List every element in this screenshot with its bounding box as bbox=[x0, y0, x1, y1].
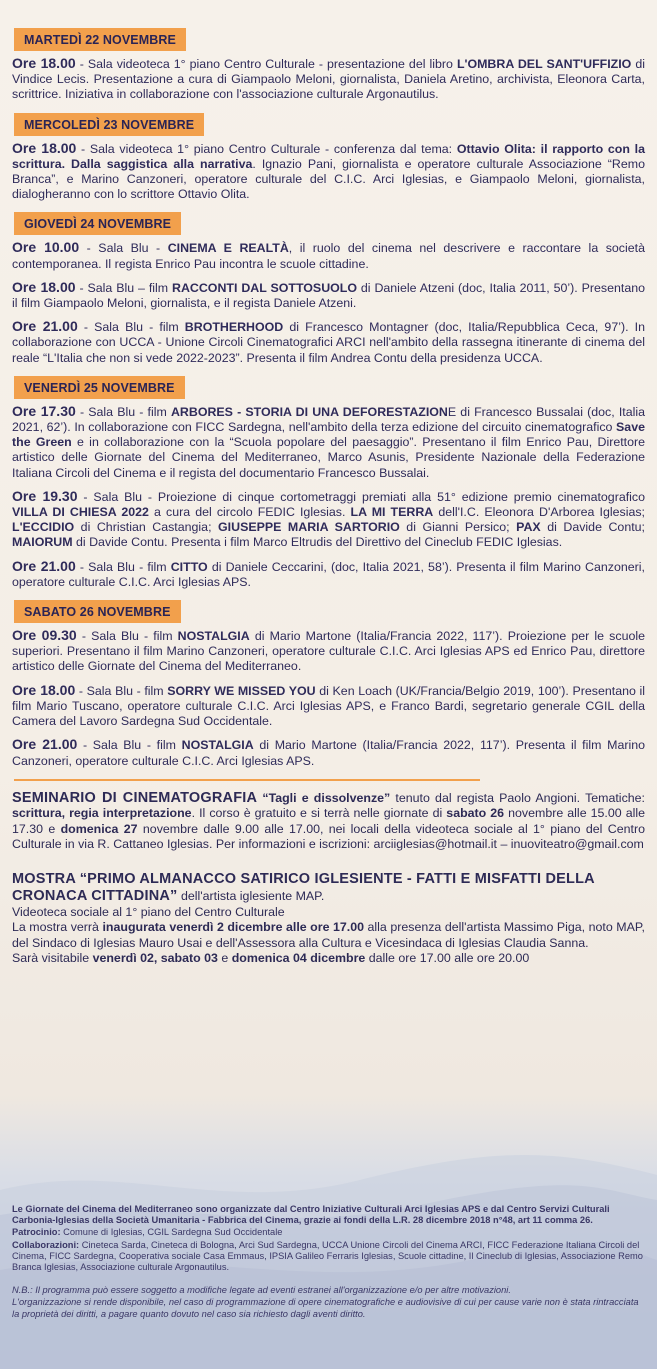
seminario-section bbox=[12, 791, 645, 853]
text-run: di Mario Martone (Italia/Francia 2022, 117’). Presenta il film Marino Canzoneri, operatore culturale C.I.C. Arci Iglesias APS. bbox=[12, 738, 645, 768]
bold-text: BROTHERHOOD bbox=[184, 320, 284, 335]
text-run: di Davide Contu; bbox=[540, 520, 645, 535]
event-time: Ore 21.00 bbox=[12, 318, 78, 335]
event-time: Ore 18.00 bbox=[12, 139, 77, 156]
bold-text: domenica 04 dicembre bbox=[231, 951, 366, 966]
text-run: di Christian Castangia; bbox=[74, 520, 219, 535]
text-run: di Daniele Atzeni (doc, Italia 2011, 50’). Presentano il film Giampaolo Meloni, giornalista, e il regista Daniele Atzeni. bbox=[12, 280, 645, 311]
bold-text: VILLA DI CHIESA 2022 bbox=[12, 505, 149, 520]
event-entry bbox=[12, 737, 645, 768]
bold-text: PAX bbox=[516, 520, 541, 535]
text-run: a cura del circolo FEDIC Iglesias. bbox=[148, 505, 351, 520]
text-run: - Sala videoteca 1° piano Centro Culturale - presentazione del libro bbox=[75, 57, 457, 71]
event-entry bbox=[12, 240, 645, 271]
event-entry bbox=[12, 404, 645, 481]
text-run: - Sala Blu - film bbox=[75, 683, 168, 698]
program-content bbox=[12, 28, 645, 967]
bold-text: inaugurata venerdì 2 dicembre alle ore 17.00 bbox=[102, 920, 364, 935]
text-run: di Vindice Lecis. Presentazione a cura di Giampaolo Meloni, giornalista, Daniela Aretino, archivista, Eleonora Carta, scrittrice. Iniziativa in collaborazione con l'associazione culturale Argonautilus. bbox=[12, 57, 645, 102]
bold-text: NOSTALGIA bbox=[177, 629, 250, 644]
bold-text: scrittura, regia interpretazione bbox=[12, 806, 192, 821]
bold-text: RACCONTI DAL SOTTOSUOLO bbox=[172, 280, 357, 295]
footer-note-1: N.B.: Il programma può essere soggetto a modifiche legate ad eventi estranei all'organizzazione e/o per altre motivazioni. bbox=[12, 1285, 511, 1296]
event-time: Ore 10.00 bbox=[12, 239, 80, 256]
bold-text: GIUSEPPE MARIA SARTORIO bbox=[218, 520, 400, 535]
text-run: - Sala Blu - Proiezione di cinque cortometraggi premiati alla 51° edizione premio cinematografico bbox=[77, 489, 645, 504]
mostra-heading bbox=[12, 871, 645, 905]
event-time: Ore 09.30 bbox=[12, 627, 77, 644]
event-time: Ore 21.00 bbox=[12, 557, 76, 574]
bold-text: MAIORUM bbox=[12, 535, 73, 550]
bold-text: domenica 27 bbox=[60, 821, 138, 836]
footer bbox=[12, 1204, 645, 1321]
footer-intro: Le Giornate del Cinema del Mediterraneo sono organizzate dal Centro Iniziative Culturali Arci Iglesias APS e dal Centro Servizi Culturali Carbonia-Iglesias della Società Umanitaria - Fabbrica del Cinema, grazie ai fondi della L.R. 28 dicembre 2018 n°48, art 11 comma 26. bbox=[12, 1204, 610, 1226]
text-run: di Mario Martone (Italia/Francia 2022, 117’). Proiezione per le scuole superiori. Presentano il film Marino Canzoneri, operatore culturale C.I.C. Arci Iglesias APS ed Enrico Pau, direttore artistico delle Giornate del Cinema del Mediterraneo. bbox=[12, 629, 645, 674]
text-run: - Sala Blu - film bbox=[75, 404, 171, 419]
event-entry bbox=[12, 141, 645, 203]
footer-collaborazioni: Collaborazioni: Cineteca Sarda, Cineteca di Bologna, Arci Sud Sardegna, UCCA Unione Circoli del Cinema ARCI, FICC Federazione Italiana Circoli del Cinema, FICC Sardegna, Cooperativa sociale Casa Emmaus, IPSIA Galileo Ferraris Iglesias, Scuole cittadine, Il Cineclub di Iglesias, Associazione Remo Branca Iglesias, Associazione culturale Argonautilus. bbox=[12, 1239, 643, 1273]
mostra-title-rest: dell'artista iglesiente MAP. bbox=[177, 889, 325, 904]
mostra-inauguration bbox=[12, 920, 645, 951]
event-time: Ore 18.00 bbox=[12, 55, 76, 71]
text-run: e in collaborazione con la “Scuola popolare del paesaggio”. Presentano il film Enrico Pau, Direttore artistico delle Giornate del Cinema del Mediterraneo, Marco Asunis, Presidente Nazionale della Federazione Italiana Circoli del Cinema e il regista del documentario Francesco Bussalai. bbox=[12, 435, 646, 480]
text-run: novembre alle 15.00 alle 17.30 e bbox=[12, 806, 645, 836]
bold-text: CINEMA E REALTÀ bbox=[167, 241, 289, 256]
text-run: - Sala Blu – film bbox=[75, 280, 173, 295]
event-entry bbox=[12, 559, 645, 590]
day-header: MERCOLEDÌ 23 NOVEMBRE bbox=[14, 113, 204, 136]
text-run: E di Francesco Bussalai (doc, Italia 2021, 62’). In collaborazione con FICC Sardegna, nell'ambito della terza edizione del circuito cinematografico bbox=[12, 404, 645, 435]
mostra-dates bbox=[12, 951, 645, 966]
text-run: La mostra verrà bbox=[12, 920, 103, 935]
text-run: dell'I.C. Eleonora D'Arborea Iglesias; bbox=[433, 505, 645, 520]
event-entry bbox=[12, 319, 645, 366]
bold-text: SORRY WE MISSED YOU bbox=[167, 683, 316, 698]
text-run: - Sala Blu - film bbox=[77, 320, 185, 335]
event-entry bbox=[12, 56, 645, 103]
text-run: - Sala Blu - film bbox=[75, 559, 171, 574]
text-run: di Davide Contu. Presenta i film Marco Eltrudis del Direttivo del Cineclub FEDIC Iglesias. bbox=[72, 535, 563, 550]
bold-text: CITTO bbox=[170, 559, 208, 574]
text-run: . Ignazio Pani, giornalista e operatore culturale Associazione “Remo Branca”, e Marino Canzoneri, operatore culturale del C.I.C. Arci Iglesias, e Giampaolo Meloni, giornalista, dialogheranno con lo scrittore Ottavio Olita. bbox=[12, 156, 645, 202]
footer-patrocinio: Patrocinio: Comune di Iglesias, CGIL Sardegna Sud Occidentale bbox=[12, 1227, 283, 1238]
text-run: Sarà visitabile bbox=[12, 951, 93, 966]
event-time: Ore 18.00 bbox=[12, 681, 76, 698]
bold-text: venerdì 02, sabato 03 bbox=[92, 951, 218, 966]
bold-text: “Tagli e dissolvenze” bbox=[257, 790, 391, 805]
day-section bbox=[12, 113, 645, 203]
day-section bbox=[12, 600, 645, 769]
event-time: Ore 19.30 bbox=[12, 487, 78, 504]
bold-text: sabato 26 bbox=[446, 806, 505, 821]
day-header: GIOVEDÌ 24 NOVEMBRE bbox=[14, 212, 181, 235]
event-time: Ore 21.00 bbox=[12, 736, 78, 753]
text-run: , il ruolo del cinema nel descrivere e raccontare la società contemporanea. Il regista Enrico Pau incontra le scuole cittadine. bbox=[12, 241, 645, 271]
bold-text: NOSTALGIA bbox=[181, 738, 254, 753]
mostra-section bbox=[12, 871, 645, 967]
day-section bbox=[12, 212, 645, 365]
day-section bbox=[12, 28, 645, 103]
event-entry bbox=[12, 489, 645, 551]
day-header: VENERDÌ 25 NOVEMBRE bbox=[14, 376, 185, 399]
mostra-location: Videoteca sociale al 1° piano del Centro Culturale bbox=[12, 905, 285, 920]
bold-text: Ottavio Olita: il rapporto con la scrittura. Dalla saggistica alla narrativa bbox=[12, 141, 645, 171]
text-run: - Sala Blu - bbox=[79, 241, 168, 256]
event-time: Ore 18.00 bbox=[12, 278, 76, 295]
bold-text: ARBORES - STORIA DI UNA DEFORESTAZION bbox=[170, 404, 448, 419]
bold-text: L'ECCIDIO bbox=[12, 520, 75, 535]
day-section bbox=[12, 376, 645, 590]
bold-text: Save the Green bbox=[12, 420, 645, 450]
text-run: dalle ore 17.00 alle ore 20.00 bbox=[365, 951, 530, 966]
text-run: tenuto dal regista Paolo Angioni. Tematiche: bbox=[390, 790, 645, 805]
text-run: - Sala Blu - film bbox=[76, 629, 178, 644]
divider bbox=[14, 779, 480, 781]
text-run: alla presenza dell'artista Massimo Piga, noto MAP, del Sindaco di Iglesias Mauro Usai e dell'Assessora alla Cultura e Vicesindaca di Iglesias Claudia Sanna. bbox=[12, 920, 645, 950]
text-run: e bbox=[217, 951, 232, 966]
seminario-title: SEMINARIO DI CINEMATOGRAFIA bbox=[12, 789, 258, 806]
bold-text: LA MI TERRA bbox=[350, 505, 434, 520]
day-header: MARTEDÌ 22 NOVEMBRE bbox=[14, 28, 186, 51]
footer-note bbox=[12, 1285, 645, 1320]
event-time: Ore 17.30 bbox=[12, 402, 76, 419]
day-header: SABATO 26 NOVEMBRE bbox=[14, 600, 181, 623]
text-run: di Daniele Ceccarini, (doc, Italia 2021, 58’). Presenta il film Marino Canzoneri, operatore culturale C.I.C. Arci Iglesias APS. bbox=[12, 559, 645, 589]
event-entry bbox=[12, 280, 645, 311]
text-run: novembre dalle 9.00 alle 17.00, nei locali della videoteca sociale al 1° piano del Centro Culturale in via R. Cattaneo Iglesias. Per informazioni e iscrizioni: arciiglesias@hotmail.it – inuoviteatro@gmail.com bbox=[12, 821, 645, 852]
event-entry bbox=[12, 628, 645, 675]
bold-text: L'OMBRA DEL SANT'UFFIZIO bbox=[456, 57, 632, 71]
mostra-title: MOSTRA “PRIMO ALMANACCO SATIRICO IGLESIENTE - FATTI E MISFATTI DELLA CRONACA CITTADINA” bbox=[12, 871, 595, 905]
text-run: di Gianni Persico; bbox=[399, 520, 517, 535]
event-entry bbox=[12, 683, 645, 730]
text-run: . Il corso è gratuito e si terrà nelle giornate di bbox=[191, 806, 447, 821]
text-run: - Sala Blu - film bbox=[77, 738, 182, 753]
text-run: di Ken Loach (UK/Francia/Belgio 2019, 100’). Presentano il film Mario Tuscano, operatore culturale C.I.C. Arci Iglesias APS, e Franco Bardi, segretario generale CGIL della Camera del Lavoro Sardegna Sud Occidentale. bbox=[12, 683, 645, 729]
footer-note-2: L'organizzazione si rende disponibile, nel caso di programmazione di opere cinematografiche e audiovisive di cui per cause varie non è stata rintracciata la proprietà dei diritti, a pagare quanto dovuto nel caso sia richiesto dagli aventi diritto. bbox=[12, 1297, 639, 1319]
text-run: di Francesco Montagner (doc, Italia/Repubblica Ceca, 97’). In collaborazione con UCCA - Unione Circoli Cinematografici ARCI nell'ambito della rassegna itinerante di cinema del reale “L'Italia che non si vede 2022-2023”. Presenta il film Andrea Contu della presidenza UCCA. bbox=[12, 320, 645, 365]
text-run: - Sala videoteca 1° piano Centro Culturale - conferenza dal tema: bbox=[76, 141, 457, 156]
